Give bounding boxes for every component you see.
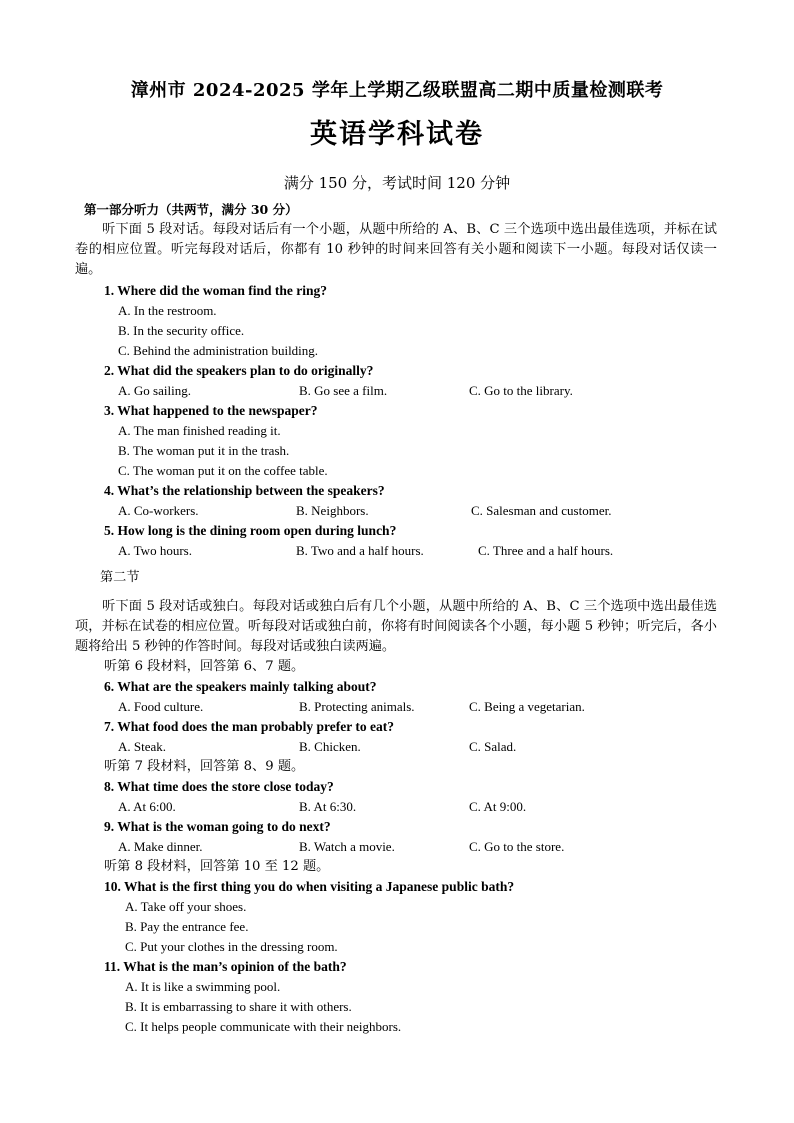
q5-option-a: A. Two hours. <box>118 543 192 558</box>
q3-option-b: B. The woman put it in the trash. <box>118 443 290 458</box>
q8-option-c: C. At 9:00. <box>469 799 527 814</box>
q1-option-c: C. Behind the administration building. <box>118 343 319 358</box>
q1-option-a: A. In the restroom. <box>118 303 217 318</box>
q11-option-a: A. It is like a swimming pool. <box>125 979 281 994</box>
q9-option-b: B. Watch a movie. <box>299 839 395 854</box>
q4-option-a: A. Co-workers. <box>118 503 199 518</box>
q4-option-c: C. Salesman and customer. <box>471 503 612 518</box>
q2-option-a: A. Go sailing. <box>118 383 191 398</box>
question-6: 6. What are the speakers mainly talking about? <box>104 679 377 694</box>
section2-label: 第二节 <box>100 570 140 585</box>
q1-option-b: B. In the security office. <box>118 323 245 338</box>
section2-instructions <box>75 597 717 657</box>
material-8-note: 听第 8 段材料，回答第 10 至 12 题。 <box>104 859 330 874</box>
question-2: 2. What did the speakers plan to do originally? <box>104 363 374 378</box>
material-7-note: 听第 7 段材料，回答第 8、9 题。 <box>104 759 305 774</box>
q11-option-c: C. It helps people communicate with their neighbors. <box>125 1019 402 1034</box>
q10-option-c: C. Put your clothes in the dressing room. <box>125 939 338 954</box>
q8-option-b: B. At 6:30. <box>299 799 357 814</box>
question-9: 9. What is the woman going to do next? <box>104 819 331 834</box>
q3-option-c: C. The woman put it on the coffee table. <box>118 463 328 478</box>
material-6-note: 听第 6 段材料，回答第 6、7 题。 <box>104 659 305 674</box>
q3-option-a: A. The man finished reading it. <box>118 423 281 438</box>
question-4: 4. What’s the relationship between the speakers? <box>104 483 385 498</box>
q9-option-a: A. Make dinner. <box>118 839 203 854</box>
q7-option-a: A. Steak. <box>118 739 167 754</box>
q7-option-c: C. Salad. <box>469 739 517 754</box>
question-3: 3. What happened to the newspaper? <box>104 403 318 418</box>
score-time-line: 满分 150 分，考试时间 120 分钟 <box>283 174 511 192</box>
q6-option-b: B. Protecting animals. <box>299 699 415 714</box>
q4-option-b: B. Neighbors. <box>296 503 369 518</box>
question-10: 10. What is the first thing you do when visiting a Japanese public bath? <box>104 879 515 894</box>
q2-option-c: C. Go to the library. <box>469 383 573 398</box>
q6-option-c: C. Being a vegetarian. <box>469 699 585 714</box>
question-11: 11. What is the man’s opinion of the bath? <box>104 959 347 974</box>
q10-option-b: B. Pay the entrance fee. <box>125 919 249 934</box>
q11-option-b: B. It is embarrassing to share it with others. <box>125 999 352 1014</box>
q6-option-a: A. Food culture. <box>118 699 204 714</box>
q8-option-a: A. At 6:00. <box>118 799 176 814</box>
part1-heading: 第一部分听力（共两节，满分 30 分） <box>84 202 298 217</box>
question-7: 7. What food does the man probably prefer to eat? <box>104 719 395 734</box>
q2-option-b: B. Go see a film. <box>299 383 388 398</box>
q9-option-c: C. Go to the store. <box>469 839 565 854</box>
q5-option-b: B. Two and a half hours. <box>296 543 424 558</box>
section1-instructions <box>75 220 717 280</box>
question-1: 1. Where did the woman find the ring? <box>104 283 328 298</box>
section2-instructions-text: 听下面 5 段对话或独白。每段对话或独白后有几个小题，从题中所给的 A、B、C 三个选项中选出最佳选项，并标在试卷的相应位置。听每段对话或独白前，你将有时间阅读各个小题，每小题 5 秒钟；听完后，各小题将给出 5 秒钟的作答时间。每段对话或独白读两遍。 <box>75 599 717 654</box>
exam-title: 漳州市 2024-2025 学年上学期乙级联盟高二期中质量检测联考 <box>130 80 664 101</box>
q5-option-c: C. Three and a half hours. <box>478 543 614 558</box>
question-5: 5. How long is the dining room open during lunch? <box>104 523 397 538</box>
section1-instructions-text: 听下面 5 段对话。每段对话后有一个小题，从题中所给的 A、B、C 三个选项中选出最佳选项，并标在试卷的相应位置。听完每段对话后，你都有 10 秒钟的时间来回答有关小题和阅读下一小题。每段对话仅读一遍。 <box>75 222 717 277</box>
q10-option-a: A. Take off your shoes. <box>125 899 247 914</box>
question-8: 8. What time does the store close today? <box>104 779 334 794</box>
exam-subject-title: 英语学科试卷 <box>310 119 484 150</box>
q7-option-b: B. Chicken. <box>299 739 361 754</box>
